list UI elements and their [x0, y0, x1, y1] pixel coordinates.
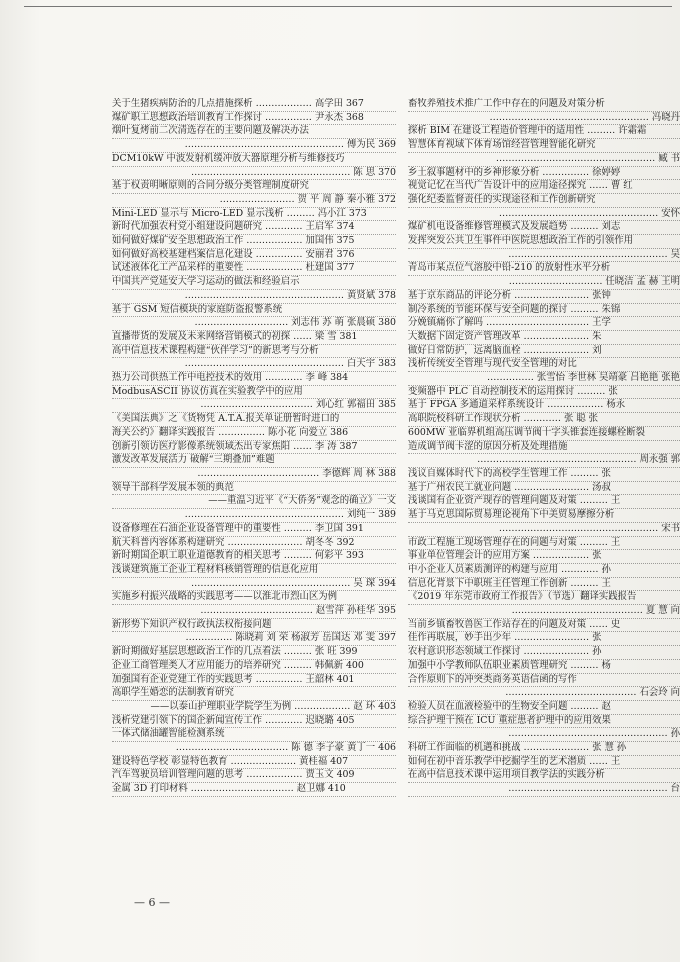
toc-entry: 中小企业人员素质测评的构建与应用 ………… 孙	[408, 564, 680, 578]
toc-entry: ………………………… 任晓洁 孟 赫 王明	[408, 276, 680, 290]
toc-entry: 做好日常防护，远离脑血栓 ………………… 刘	[408, 345, 680, 359]
toc-entry: 信息化背景下中职班主任管理工作创新 ……… 王	[408, 578, 680, 592]
toc-entry: 浅谈国有企业资产现存的管理问题及对策 ……… 王	[408, 495, 680, 509]
toc-entry: 基于 FPGA 多通道采样系统设计 ……………… 杨永	[408, 399, 680, 413]
toc-entry: 一体式储油罐智能检测系统	[112, 728, 396, 742]
toc-entry: …………………………………………… 黄贤斌 378	[112, 290, 396, 304]
toc-entry: 试述液体化工产品采样的重要性 ……………… 杜建国 377	[112, 262, 396, 276]
toc-entry: 科研工作面临的机遇和挑战 ………………… 张 慧 孙	[408, 742, 680, 756]
toc-entry: …………………………………… 夏 慧 向	[408, 605, 680, 619]
toc-entry: …………………………………… 石会玲 向	[408, 687, 680, 701]
toc-entry: DCM10kW 中波发射机缓冲放大器原理分析与维修技巧	[112, 153, 396, 167]
toc-entry: 大数据下固定资产管理改革 ………………… 朱	[408, 331, 680, 345]
toc-entry: 发挥突发公共卫生事件中医院思想政治工作的引领作用	[408, 235, 680, 249]
toc-entry: 直播带货的发展及未来网络营销模式的初探 …… 梁 雪 381	[112, 331, 396, 345]
toc-entry: 加强国有企业党建工作的实践思考 …………… 王韶林 401	[112, 674, 396, 688]
toc-entry: 智慧体育视域下体育场馆经营管理智能化研究	[408, 139, 680, 153]
toc-entry: 海关公约》翻译实践报告 …………… 陈小花 向爱立 386	[112, 427, 396, 441]
toc-entry: 探析 BIM 在建设工程造价管理中的适用性 ……… 许霜霜	[408, 125, 680, 139]
toc-entry: 在高中信息技术课中运用项目教学法的实践分析	[408, 769, 680, 783]
toc-entry: 关于生猪疾病防治的几点措施探析 ……………… 高学田 367	[112, 98, 396, 112]
toc-entry: 综合护理干预在 ICU 重症患者护理中的应用效果	[408, 715, 680, 729]
toc-entry: 制冷系统的节能环保与安全问题的探讨 ……… 朱锦	[408, 304, 680, 318]
toc-entry: 新时期国企职工职业道德教育的相关思考 ……… 何彩平 393	[112, 550, 396, 564]
toc-entry: 强化纪委监督责任的实现途径和工作创新研究	[408, 194, 680, 208]
toc-entry: 实施乡村振兴战略的实践思考——以淮北市烈山区为例	[112, 591, 396, 605]
toc-entry: 佳作再联展，妙手出少年 …………………… 张	[408, 632, 680, 646]
toc-entry: 建设特色学校 彰显特色教育 ………………… 黄桂福 407	[112, 756, 396, 770]
toc-entry: …………………………………………… 陈 思 370	[112, 167, 396, 181]
toc-entry: 基于权责明晰原则的合同分级分类管理制度研究	[112, 180, 396, 194]
toc-entry: 新时期做好基层思想政治工作的几点看法 ……… 张 旺 399	[112, 646, 396, 660]
toc-entry: 浅谈建筑施工企业工程材料核销管理的信息化应用	[112, 564, 396, 578]
toc-entry: …………………………………………… 吴	[408, 249, 680, 263]
toc-entry: ………………………… 刘志伟 苏 萌 张晨硕 380	[112, 317, 396, 331]
toc-entry: 市政工程施工现场管理存在的问题与对策 ……… 王	[408, 537, 680, 551]
top-rule	[24, 6, 672, 7]
toc-entry: 《美国法典》之《货物凭 A.T.A.报关单证册暂时进口的	[112, 413, 396, 427]
toc-entry: 浅议自媒体时代下的高校学生管理工作 ……… 张	[408, 468, 680, 482]
toc-entry: …………………………………………… 孙	[408, 728, 680, 742]
toc-entry: …………………………………………… 刘纯一 389	[112, 509, 396, 523]
toc-entry: …………………………………………… 宋书	[408, 523, 680, 537]
toc-entry: ——以泰山护理职业学院学生为例 ……………… 赵 环 403	[112, 701, 396, 715]
toc-entry: …………… 陈晓莉 刘 荣 杨淑芳 岳国达 邓 雯 397	[112, 632, 396, 646]
toc-entry: …………………………………………… 傅为民 369	[112, 139, 396, 153]
toc-entry: ……………………………… 刘心红 郭福田 385	[112, 399, 396, 413]
toc-entry: 农村意识形态领域工作探讨 ………………… 孙	[408, 646, 680, 660]
toc-entry: 600MW 亚临界机组高压调节阀十字头锥套连接螺栓断裂	[408, 427, 680, 441]
toc-entry: 当前乡镇畜牧兽医工作站存在的问题及对策 …… 史	[408, 619, 680, 633]
toc-entry: 如何做好高校基建档案信息化建设 …………… 安丽君 376	[112, 249, 396, 263]
toc-entry: 高职院校科研工作现状分析 ………… 张 聪 张	[408, 413, 680, 427]
toc-entry: 金属 3D 打印材料 …………………………… 赵卫娜 410	[112, 783, 396, 797]
toc-entry: 中国共产党延安大学习运动的做法和经验启示	[112, 276, 396, 290]
toc-entry: 热力公司供热工作中电控技术的效用 ………… 李 峰 384	[112, 372, 396, 386]
toc-entry: 新形势下知识产权行政执法权衔接问题	[112, 619, 396, 633]
toc-entry: 激发改革发展活力 破解“三期叠加”难题	[112, 454, 396, 468]
toc-entry: 设备修理在石油企业设备管理中的重要性 ……… 李卫国 391	[112, 523, 396, 537]
toc-entry: 新时代加强农村党小组建设问题研究 ………… 王启军 374	[112, 221, 396, 235]
toc-entry: …………………………………………… 台	[408, 783, 680, 797]
toc-entry: 基于马克思国际贸易理论视角下中美贸易摩擦分析	[408, 509, 680, 523]
toc-entry: …………………………………………… 臧 书	[408, 153, 680, 167]
toc-entry: 浅析党建引领下的国企新闻宣传工作 ………… 迟晓璐 405	[112, 715, 396, 729]
toc-entry: 企业工商管理类人才应用能力的培养研究 ……… 韩佩新 400	[112, 660, 396, 674]
toc-entry: 领导干部科学发展本领的典范	[112, 482, 396, 496]
toc-entry: 分娩镇痛你了解吗 …………………………… 王学	[408, 317, 680, 331]
toc-entry: …………… 张雪怡 李世林 吴靖豪 吕艳艳 张艳	[408, 372, 680, 386]
toc-entry: ……………………………… 赵雪萍 孙桂华 395	[112, 605, 396, 619]
toc-entry: 视觉记忆在当代广告设计中的应用途径探究 …… 曹 红	[408, 180, 680, 194]
toc-entry: 航天科普内容体系构建研究 …………………… 胡冬冬 392	[112, 537, 396, 551]
toc-entry: 煤矿机电设备维修管理模式及发展趋势 ……… 刘志	[408, 221, 680, 235]
toc-entry: ………………………………… 李德辉 周 林 388	[112, 468, 396, 482]
toc-right-column	[408, 98, 680, 797]
toc-entry: 基于 GSM 短信模块的家庭防盗报警系统	[112, 304, 396, 318]
toc-entry: 烟叶复烤前二次清选存在的主要问题及解决办法	[112, 125, 396, 139]
toc-entry: 造成调节阀卡涩的原因分析及处理措施	[408, 441, 680, 455]
toc-entry: 创新引领访医疗影像系统领域杰出专家焦阳 …… 李 涛 387	[112, 441, 396, 455]
toc-entry: 基于广州农民工就业问题 …………………… 汤叔	[408, 482, 680, 496]
toc-entry: ModbusASCII 协议仿真在实验教学中的应用	[112, 386, 396, 400]
toc-entry: 畜牧养殖技术推广工作中存在的问题及对策分析	[408, 98, 680, 112]
page-number: — 6 —	[134, 896, 170, 909]
toc-entry: Mini-LED 显示与 Micro-LED 显示浅析 ……… 冯小江 373	[112, 208, 396, 222]
toc-entry: …………………………………………… 安怀	[408, 208, 680, 222]
toc-entry: 乡土叙事题材中的乡神形象分析 …………… 徐婷婷	[408, 167, 680, 181]
toc-entry: 煤矿职工思想政治培训教育工作探讨 …………… 尹永杰 368	[112, 112, 396, 126]
toc-entry: 变频器中 PLC 自动控制技术的运用探讨 ……… 张	[408, 386, 680, 400]
toc-entry: 青岛市某点位气溶胶中铅-210 的放射性水平分析	[408, 262, 680, 276]
toc-entry: 高职学生婚恋的法制教育研究	[112, 687, 396, 701]
toc-entry: 基于京东商品的评论分析 …………………… 张钟	[408, 290, 680, 304]
toc-entry: 《2019 年东莞市政府工作报告》（节选）翻译实践报告	[408, 591, 680, 605]
toc-entry: 事业单位管理会计的应用方案 ……………… 张	[408, 550, 680, 564]
toc-entry: 检验人员在血液检验中的生物安全问题 ……… 赵	[408, 701, 680, 715]
toc-entry: …………………………………………… 冯晓丹	[408, 112, 680, 126]
toc-left-column	[112, 98, 396, 797]
toc-entry: 汽车驾驶员培训管理问题的思考 ……………… 贾玉文 409	[112, 769, 396, 783]
toc-entry: 合作原则下的冲突类商务英语信函的写作	[408, 674, 680, 688]
toc-entry: ……………………………… 陈 德 李子豪 黄丁一 406	[112, 742, 396, 756]
toc-entry: …………………… 贺 平 周 静 秦小雅 372	[112, 194, 396, 208]
toc-entry: 加强中小学教师队伍职业素质管理研究 ……… 杨	[408, 660, 680, 674]
toc-entry: …………………………………………… 白天宇 383	[112, 358, 396, 372]
toc-entry: …………………………………………… 周永强 郭	[408, 454, 680, 468]
toc-entry: 高中信息技术课程构建“伙伴学习”的新思考与分析	[112, 345, 396, 359]
toc-entry: 如何在初中音乐教学中挖掘学生的艺术潜质 …… 王	[408, 756, 680, 770]
toc-entry: ——重温习近平《“大侨务”观念的确立》一文	[112, 495, 396, 509]
toc-entry: 如何做好煤矿安全思想政治工作 ……………… 加国伟 375	[112, 235, 396, 249]
toc-entry: 浅析传统安全管理与现代安全管理的对比	[408, 358, 680, 372]
toc-entry: …………………………………………… 吴 琛 394	[112, 578, 396, 592]
